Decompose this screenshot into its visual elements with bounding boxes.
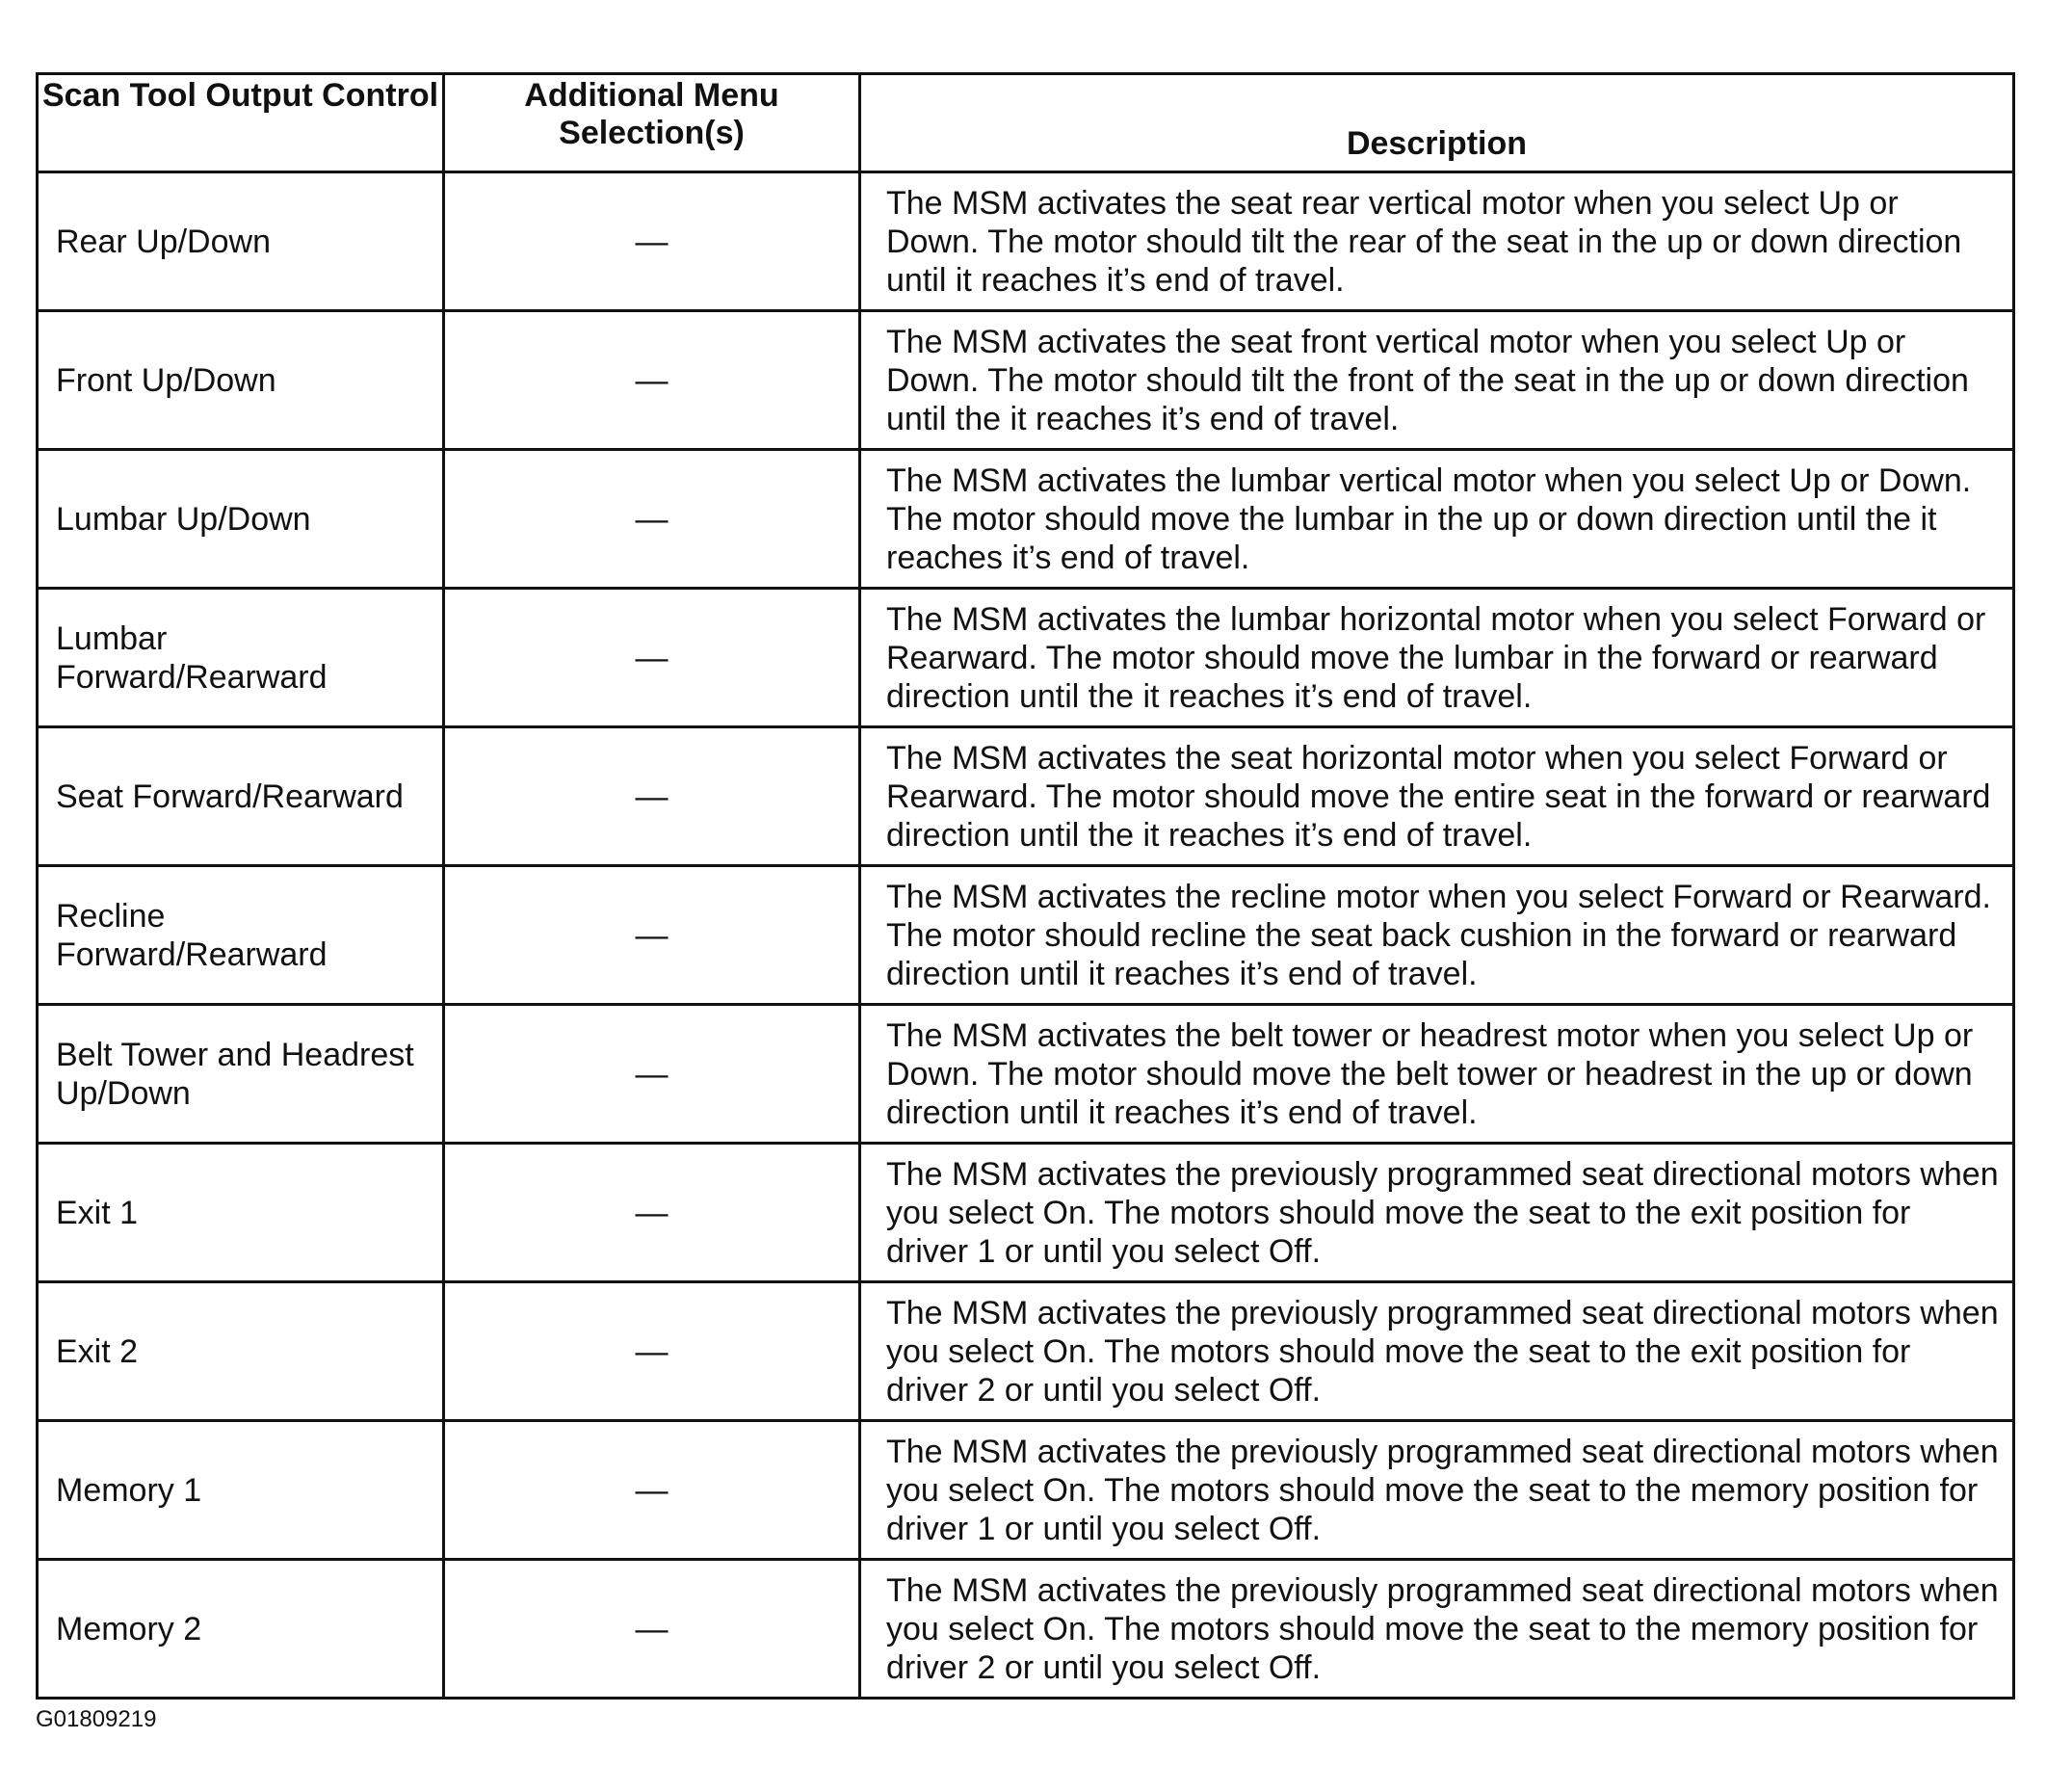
- menu-selection-cell: —: [444, 311, 860, 450]
- header-additional-menu-selections: Additional Menu Selection(s): [444, 74, 860, 172]
- table-row: [38, 311, 2014, 450]
- table-row: [38, 172, 2014, 311]
- header-row: [38, 74, 2014, 172]
- description-cell: The MSM activates the lumbar vertical motor when you select Up or Down. The motor should move the lumbar in the up or down direction until the it reaches it’s end of travel.: [860, 450, 2014, 589]
- control-cell: Belt Tower and Headrest Up/Down: [38, 1005, 444, 1144]
- header-scan-tool-output-control: Scan Tool Output Control: [38, 74, 444, 172]
- menu-selection-cell: —: [444, 450, 860, 589]
- table-row: [38, 727, 2014, 866]
- table-row: [38, 450, 2014, 589]
- description-cell: The MSM activates the previously programmed seat directional motors when you select On. The motors should move the seat to the memory position for driver 2 or until you select Off.: [860, 1560, 2014, 1699]
- description-cell: The MSM activates the seat rear vertical motor when you select Up or Down. The motor should tilt the rear of the seat in the up or down direction until it reaches it’s end of travel.: [860, 172, 2014, 311]
- menu-selection-cell: —: [444, 727, 860, 866]
- table-row: [38, 866, 2014, 1005]
- control-cell: Exit 1: [38, 1144, 444, 1282]
- menu-selection-cell: —: [444, 589, 860, 727]
- menu-selection-cell: —: [444, 172, 860, 311]
- control-cell: Memory 1: [38, 1421, 444, 1560]
- control-cell: Lumbar Up/Down: [38, 450, 444, 589]
- control-cell: Seat Forward/Rearward: [38, 727, 444, 866]
- table-row: [38, 1005, 2014, 1144]
- description-cell: The MSM activates the belt tower or headrest motor when you select Up or Down. The motor should move the belt tower or headrest in the up or down direction until it reaches it’s end of travel.: [860, 1005, 2014, 1144]
- description-cell: The MSM activates the previously programmed seat directional motors when you select On. The motors should move the seat to the memory position for driver 1 or until you select Off.: [860, 1421, 2014, 1560]
- menu-selection-cell: —: [444, 1282, 860, 1421]
- table-row: [38, 1560, 2014, 1699]
- control-cell: Exit 2: [38, 1282, 444, 1421]
- figure-id: G01809219: [36, 1706, 157, 1732]
- header-description: Description: [860, 74, 2014, 172]
- description-cell: The MSM activates the seat horizontal motor when you select Forward or Rearward. The motor should move the entire seat in the forward or rearward direction until the it reaches it’s end of travel.: [860, 727, 2014, 866]
- description-cell: The MSM activates the previously programmed seat directional motors when you select On. The motors should move the seat to the exit position for driver 2 or until you select Off.: [860, 1282, 2014, 1421]
- menu-selection-cell: —: [444, 1560, 860, 1699]
- menu-selection-cell: —: [444, 866, 860, 1005]
- menu-selection-cell: —: [444, 1144, 860, 1282]
- description-cell: The MSM activates the recline motor when you select Forward or Rearward. The motor should recline the seat back cushion in the forward or rearward direction until it reaches it’s end of travel.: [860, 866, 2014, 1005]
- table-row: [38, 1282, 2014, 1421]
- control-cell: Memory 2: [38, 1560, 444, 1699]
- control-cell: Lumbar Forward/Rearward: [38, 589, 444, 727]
- description-cell: The MSM activates the seat front vertical motor when you select Up or Down. The motor should tilt the front of the seat in the up or down direction until the it reaches it’s end of travel.: [860, 311, 2014, 450]
- menu-selection-cell: —: [444, 1421, 860, 1560]
- table-row: [38, 1144, 2014, 1282]
- control-cell: Recline Forward/Rearward: [38, 866, 444, 1005]
- menu-selection-cell: —: [444, 1005, 860, 1144]
- description-cell: The MSM activates the lumbar horizontal motor when you select Forward or Rearward. The motor should move the lumbar in the forward or rearward direction until the it reaches it’s end of travel.: [860, 589, 2014, 727]
- control-cell: Rear Up/Down: [38, 172, 444, 311]
- description-cell: The MSM activates the previously programmed seat directional motors when you select On. The motors should move the seat to the exit position for driver 1 or until you select Off.: [860, 1144, 2014, 1282]
- control-cell: Front Up/Down: [38, 311, 444, 450]
- output-control-table: [36, 72, 2015, 1700]
- table-row: [38, 589, 2014, 727]
- table-row: [38, 1421, 2014, 1560]
